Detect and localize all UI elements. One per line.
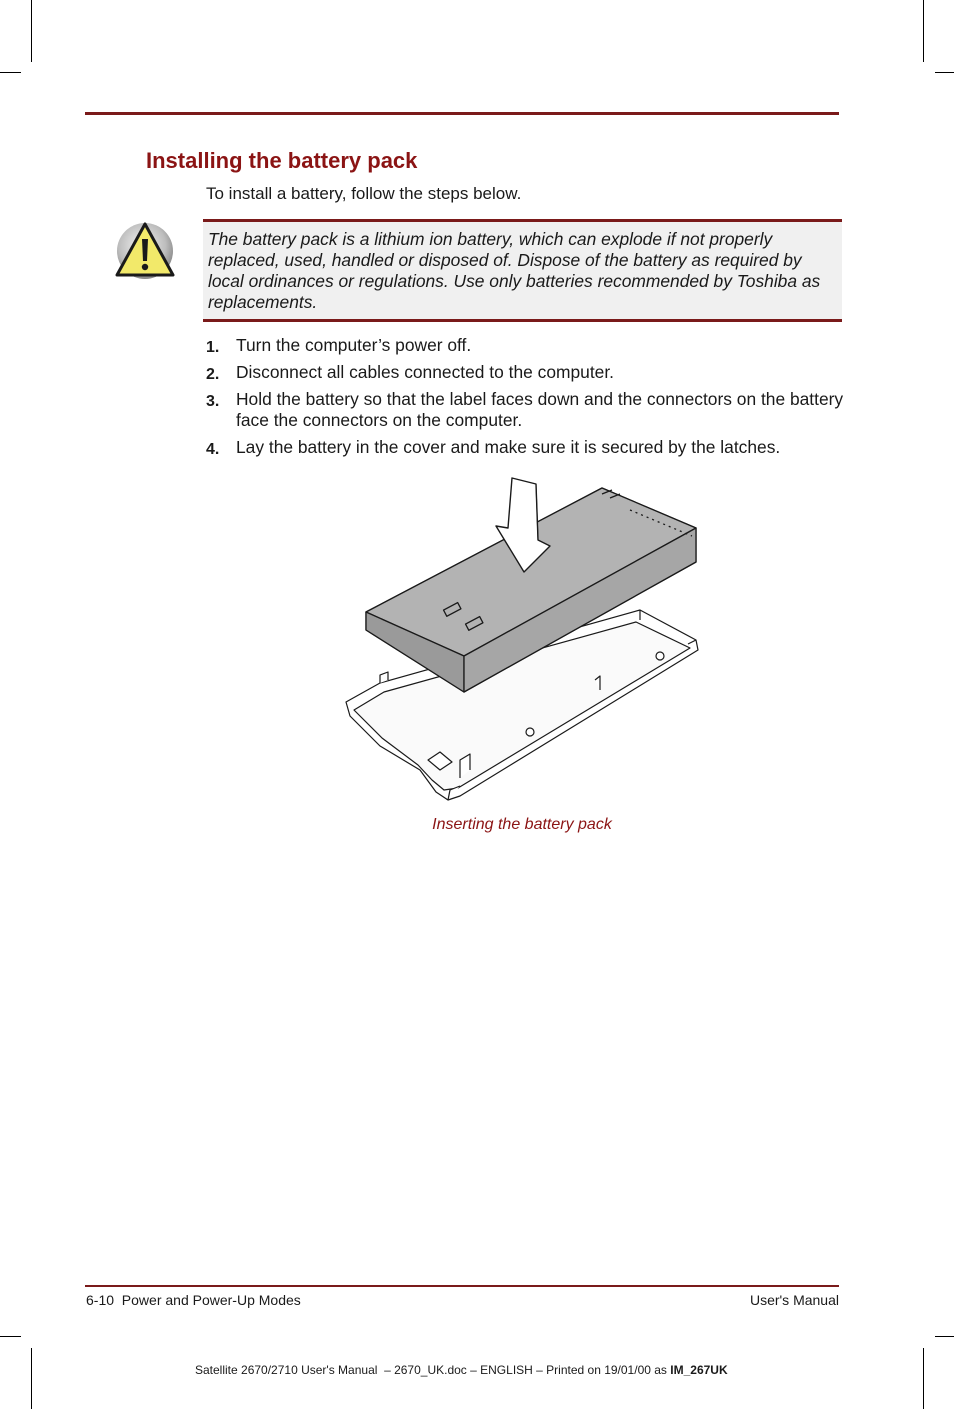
- battery-illustration: [340, 470, 710, 810]
- step-number: 4.: [206, 441, 220, 458]
- step-text: Disconnect all cables connected to the computer.: [236, 362, 614, 382]
- intro-text: To install a battery, follow the steps below.: [206, 184, 522, 203]
- warning-text: The battery pack is a lithium ion battery, which can explode if not properly replaced, used, handled or disposed of. Dispose of the battery as required by local ordinances or regulations. Use only batteries recommended by Toshiba as replacements.: [208, 229, 821, 312]
- list-item: [206, 362, 846, 383]
- footer-manual: User's Manual: [749, 1292, 839, 1308]
- step-list: [206, 335, 846, 458]
- header-rule: [85, 112, 839, 115]
- print-info: [195, 1363, 728, 1377]
- print-code: IM_267UK: [670, 1363, 728, 1377]
- step-text: Lay the battery in the cover and make sure it is secured by the latches.: [236, 437, 781, 457]
- warning-callout: [203, 219, 842, 322]
- crop-mark: [0, 72, 21, 73]
- list-item: [206, 389, 846, 431]
- step-number: 1.: [206, 339, 220, 356]
- warning-triangle-icon: [113, 218, 177, 282]
- list-item: [206, 437, 846, 458]
- section-heading: Installing the battery pack: [146, 148, 418, 173]
- crop-mark: [923, 0, 924, 62]
- step-text: Turn the computer’s power off.: [236, 335, 472, 355]
- crop-mark: [935, 1336, 954, 1337]
- print-info-text: Satellite 2670/2710 User's Manual – 2670_UK.doc – ENGLISH – Printed on 19/01/00 as: [195, 1363, 671, 1377]
- crop-mark: [31, 0, 32, 62]
- crop-mark: [31, 1348, 32, 1409]
- list-item: [206, 335, 846, 356]
- figure-caption-text: Inserting the battery pack: [432, 816, 612, 833]
- crop-mark: [935, 72, 954, 73]
- crop-mark: [923, 1348, 924, 1409]
- step-text: Hold the battery so that the label faces down and the connectors on the battery face the connectors on the computer.: [236, 389, 844, 430]
- crop-mark: [0, 1336, 21, 1337]
- step-number: 2.: [206, 366, 220, 383]
- step-number: 3.: [206, 393, 220, 410]
- figure-caption: [0, 816, 954, 834]
- footer-chapter: 6-10 Power and Power-Up Modes: [86, 1292, 301, 1308]
- footer-rule: [85, 1285, 839, 1287]
